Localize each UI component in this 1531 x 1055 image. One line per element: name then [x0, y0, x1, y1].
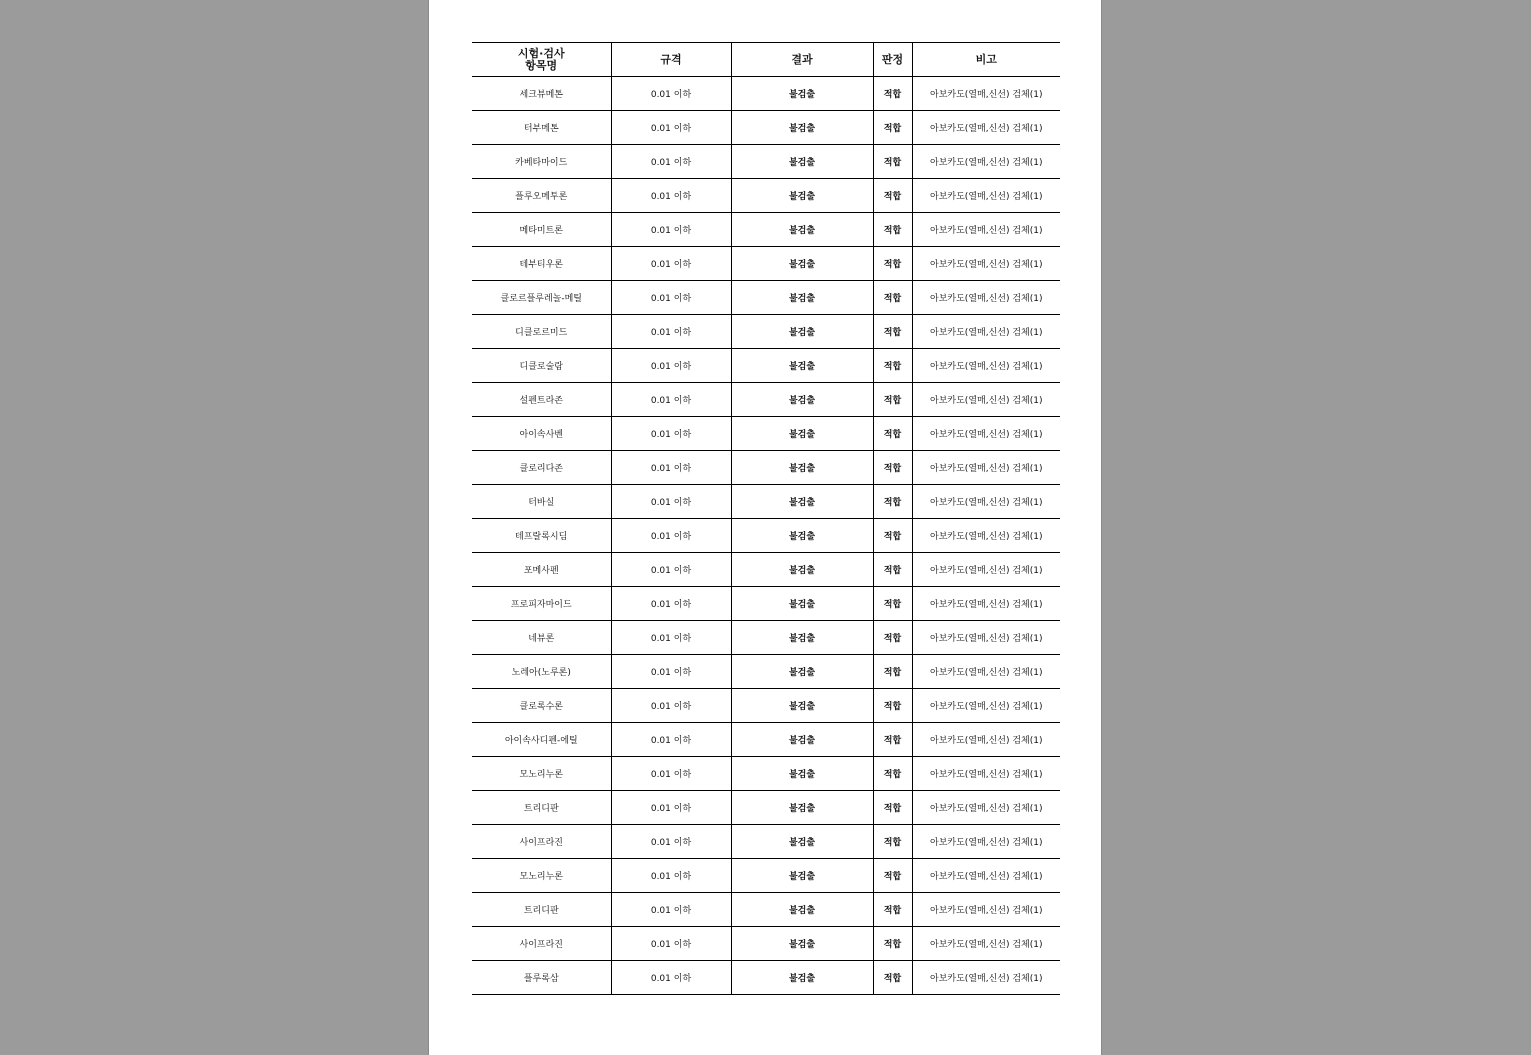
cell-spec: 0.01 이하 [611, 621, 731, 655]
table-row [472, 621, 1060, 655]
cell-judgment: 적합 [873, 315, 912, 349]
cell-result: 불검출 [731, 111, 873, 145]
cell-judgment: 적합 [873, 791, 912, 825]
cell-result: 불검출 [731, 655, 873, 689]
cell-remark: 아보카도(열매,신선) 검체(1) [912, 723, 1060, 757]
cell-remark: 아보카도(열매,신선) 검체(1) [912, 859, 1060, 893]
table-row [472, 689, 1060, 723]
cell-result: 불검출 [731, 621, 873, 655]
cell-judgment: 적합 [873, 961, 912, 995]
cell-result: 불검출 [731, 519, 873, 553]
cell-item-name: 클로록수론 [472, 689, 611, 723]
cell-remark: 아보카도(열매,신선) 검체(1) [912, 927, 1060, 961]
table-row [472, 519, 1060, 553]
cell-judgment: 적합 [873, 655, 912, 689]
cell-judgment: 적합 [873, 927, 912, 961]
cell-item-name: 프로피자마이드 [472, 587, 611, 621]
header-judgment: 판정 [873, 43, 912, 77]
cell-result: 불검출 [731, 485, 873, 519]
cell-result: 불검출 [731, 281, 873, 315]
table-row [472, 349, 1060, 383]
cell-spec: 0.01 이하 [611, 587, 731, 621]
cell-remark: 아보카도(열매,신선) 검체(1) [912, 519, 1060, 553]
cell-item-name: 트리디판 [472, 893, 611, 927]
table-row [472, 859, 1060, 893]
cell-spec: 0.01 이하 [611, 553, 731, 587]
cell-spec: 0.01 이하 [611, 757, 731, 791]
cell-result: 불검출 [731, 417, 873, 451]
cell-judgment: 적합 [873, 825, 912, 859]
cell-result: 불검출 [731, 349, 873, 383]
cell-item-name: 포메사펜 [472, 553, 611, 587]
cell-spec: 0.01 이하 [611, 655, 731, 689]
header-spec: 규격 [611, 43, 731, 77]
table-row [472, 791, 1060, 825]
cell-remark: 아보카도(열매,신선) 검체(1) [912, 179, 1060, 213]
cell-judgment: 적합 [873, 859, 912, 893]
cell-result: 불검출 [731, 757, 873, 791]
cell-remark: 아보카도(열매,신선) 검체(1) [912, 383, 1060, 417]
cell-judgment: 적합 [873, 519, 912, 553]
table-row [472, 757, 1060, 791]
cell-result: 불검출 [731, 553, 873, 587]
table-row [472, 213, 1060, 247]
cell-spec: 0.01 이하 [611, 825, 731, 859]
cell-item-name: 설펜트라존 [472, 383, 611, 417]
cell-remark: 아보카도(열매,신선) 검체(1) [912, 213, 1060, 247]
table-row [472, 825, 1060, 859]
cell-judgment: 적합 [873, 689, 912, 723]
cell-result: 불검출 [731, 213, 873, 247]
cell-spec: 0.01 이하 [611, 859, 731, 893]
cell-spec: 0.01 이하 [611, 213, 731, 247]
cell-result: 불검출 [731, 247, 873, 281]
cell-spec: 0.01 이하 [611, 383, 731, 417]
cell-spec: 0.01 이하 [611, 247, 731, 281]
cell-item-name: 카베타마이드 [472, 145, 611, 179]
cell-result: 불검출 [731, 893, 873, 927]
cell-item-name: 메타미트론 [472, 213, 611, 247]
table-row [472, 961, 1060, 995]
table-row [472, 587, 1060, 621]
cell-judgment: 적합 [873, 77, 912, 111]
cell-item-name: 노레아(노루론) [472, 655, 611, 689]
cell-item-name: 사이프라진 [472, 825, 611, 859]
cell-remark: 아보카도(열매,신선) 검체(1) [912, 417, 1060, 451]
cell-remark: 아보카도(열매,신선) 검체(1) [912, 587, 1060, 621]
cell-result: 불검출 [731, 961, 873, 995]
cell-remark: 아보카도(열매,신선) 검체(1) [912, 315, 1060, 349]
cell-remark: 아보카도(열매,신선) 검체(1) [912, 145, 1060, 179]
table-row [472, 145, 1060, 179]
cell-judgment: 적합 [873, 485, 912, 519]
cell-item-name: 아이속사디펜-에틸 [472, 723, 611, 757]
header-item-line1: 시험·검사 [517, 46, 565, 60]
cell-spec: 0.01 이하 [611, 689, 731, 723]
cell-remark: 아보카도(열매,신선) 검체(1) [912, 825, 1060, 859]
table-row [472, 281, 1060, 315]
cell-spec: 0.01 이하 [611, 485, 731, 519]
header-row [472, 43, 1060, 77]
cell-judgment: 적합 [873, 723, 912, 757]
cell-spec: 0.01 이하 [611, 519, 731, 553]
cell-remark: 아보카도(열매,신선) 검체(1) [912, 961, 1060, 995]
cell-judgment: 적합 [873, 621, 912, 655]
table-row [472, 893, 1060, 927]
cell-judgment: 적합 [873, 757, 912, 791]
cell-item-name: 디클로르미드 [472, 315, 611, 349]
cell-result: 불검출 [731, 825, 873, 859]
table-row [472, 451, 1060, 485]
cell-result: 불검출 [731, 859, 873, 893]
cell-item-name: 터부메톤 [472, 111, 611, 145]
table-row [472, 179, 1060, 213]
cell-spec: 0.01 이하 [611, 961, 731, 995]
cell-remark: 아보카도(열매,신선) 검체(1) [912, 485, 1060, 519]
cell-judgment: 적합 [873, 587, 912, 621]
cell-item-name: 모노리누론 [472, 757, 611, 791]
cell-judgment: 적합 [873, 145, 912, 179]
cell-remark: 아보카도(열매,신선) 검체(1) [912, 893, 1060, 927]
cell-result: 불검출 [731, 77, 873, 111]
cell-judgment: 적합 [873, 553, 912, 587]
cell-item-name: 클로리다존 [472, 451, 611, 485]
cell-result: 불검출 [731, 145, 873, 179]
cell-judgment: 적합 [873, 893, 912, 927]
test-results-table [472, 42, 1060, 995]
header-item-line2: 항목명 [525, 58, 558, 72]
cell-remark: 아보카도(열매,신선) 검체(1) [912, 247, 1060, 281]
header-item-name [472, 43, 611, 77]
cell-result: 불검출 [731, 927, 873, 961]
cell-item-name: 네뷰론 [472, 621, 611, 655]
table-row [472, 315, 1060, 349]
cell-judgment: 적합 [873, 179, 912, 213]
header-remark: 비고 [912, 43, 1060, 77]
cell-remark: 아보카도(열매,신선) 검체(1) [912, 655, 1060, 689]
cell-remark: 아보카도(열매,신선) 검체(1) [912, 791, 1060, 825]
cell-result: 불검출 [731, 587, 873, 621]
header-result: 결과 [731, 43, 873, 77]
table-row [472, 417, 1060, 451]
cell-result: 불검출 [731, 179, 873, 213]
table-row [472, 723, 1060, 757]
cell-spec: 0.01 이하 [611, 349, 731, 383]
cell-item-name: 사이프라진 [472, 927, 611, 961]
table-row [472, 927, 1060, 961]
cell-judgment: 적합 [873, 417, 912, 451]
cell-item-name: 테프랄록시딤 [472, 519, 611, 553]
cell-result: 불검출 [731, 451, 873, 485]
cell-item-name: 세크뷰메톤 [472, 77, 611, 111]
document-page [428, 0, 1102, 1055]
cell-remark: 아보카도(열매,신선) 검체(1) [912, 689, 1060, 723]
cell-judgment: 적합 [873, 247, 912, 281]
table-row [472, 655, 1060, 689]
cell-result: 불검출 [731, 383, 873, 417]
cell-spec: 0.01 이하 [611, 145, 731, 179]
cell-item-name: 클로르플루레놀-메틸 [472, 281, 611, 315]
cell-judgment: 적합 [873, 383, 912, 417]
cell-spec: 0.01 이하 [611, 111, 731, 145]
cell-remark: 아보카도(열매,신선) 검체(1) [912, 757, 1060, 791]
cell-spec: 0.01 이하 [611, 723, 731, 757]
cell-remark: 아보카도(열매,신선) 검체(1) [912, 621, 1060, 655]
table-row [472, 77, 1060, 111]
table-row [472, 247, 1060, 281]
cell-spec: 0.01 이하 [611, 927, 731, 961]
cell-remark: 아보카도(열매,신선) 검체(1) [912, 349, 1060, 383]
cell-remark: 아보카도(열매,신선) 검체(1) [912, 553, 1060, 587]
cell-spec: 0.01 이하 [611, 281, 731, 315]
cell-spec: 0.01 이하 [611, 451, 731, 485]
cell-result: 불검출 [731, 723, 873, 757]
cell-item-name: 아이속사벤 [472, 417, 611, 451]
table-row [472, 111, 1060, 145]
cell-item-name: 모노리누론 [472, 859, 611, 893]
cell-spec: 0.01 이하 [611, 791, 731, 825]
cell-spec: 0.01 이하 [611, 417, 731, 451]
table-row [472, 383, 1060, 417]
cell-item-name: 디클로술람 [472, 349, 611, 383]
cell-judgment: 적합 [873, 349, 912, 383]
cell-spec: 0.01 이하 [611, 315, 731, 349]
cell-result: 불검출 [731, 315, 873, 349]
table-body [472, 77, 1060, 995]
cell-remark: 아보카도(열매,신선) 검체(1) [912, 281, 1060, 315]
cell-spec: 0.01 이하 [611, 893, 731, 927]
cell-remark: 아보카도(열매,신선) 검체(1) [912, 111, 1060, 145]
cell-item-name: 트리디판 [472, 791, 611, 825]
cell-item-name: 테부티우론 [472, 247, 611, 281]
cell-remark: 아보카도(열매,신선) 검체(1) [912, 451, 1060, 485]
cell-judgment: 적합 [873, 281, 912, 315]
cell-item-name: 터바실 [472, 485, 611, 519]
table-row [472, 553, 1060, 587]
cell-judgment: 적합 [873, 213, 912, 247]
cell-judgment: 적합 [873, 451, 912, 485]
cell-result: 불검출 [731, 689, 873, 723]
cell-remark: 아보카도(열매,신선) 검체(1) [912, 77, 1060, 111]
cell-spec: 0.01 이하 [611, 179, 731, 213]
cell-judgment: 적합 [873, 111, 912, 145]
cell-item-name: 플루록삼 [472, 961, 611, 995]
table-row [472, 485, 1060, 519]
cell-result: 불검출 [731, 791, 873, 825]
cell-item-name: 플루오메투론 [472, 179, 611, 213]
table-header [472, 43, 1060, 77]
cell-spec: 0.01 이하 [611, 77, 731, 111]
